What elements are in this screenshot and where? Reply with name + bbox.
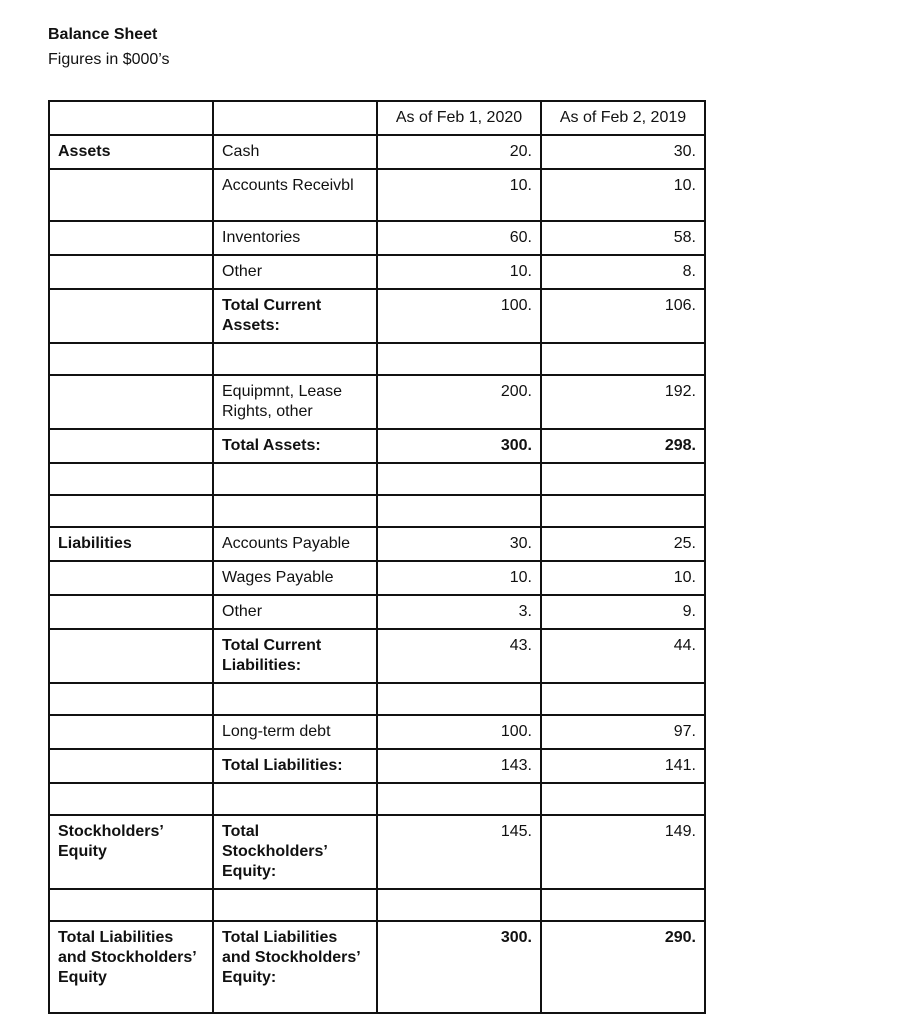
table-cell [541,889,705,921]
value-2019: 97. [541,715,705,749]
row-label: Inventories [213,221,377,255]
table-cell [213,463,377,495]
table-cell [49,169,213,221]
blank-row [49,683,705,715]
table-cell [49,255,213,289]
table-row [49,715,705,749]
value-2019: 10. [541,561,705,595]
value-2020: 20. [377,135,541,169]
document-title: Balance Sheet [48,26,158,43]
table-row [49,169,705,221]
value-2020: 10. [377,255,541,289]
table-cell [49,429,213,463]
table-cell [49,375,213,429]
table-header-row [49,101,705,135]
value-2020: 100. [377,289,541,343]
value-2020: 60. [377,221,541,255]
value-2019: 141. [541,749,705,783]
blank-row [49,343,705,375]
table-row [49,921,705,1013]
table-cell [49,683,213,715]
table-cell [49,343,213,375]
table-row [49,527,705,561]
row-label: Total Current Liabilities: [213,629,377,683]
row-label: Cash [213,135,377,169]
table-cell [377,683,541,715]
value-2019: 44. [541,629,705,683]
value-2019: 106. [541,289,705,343]
table-cell [541,495,705,527]
table-cell [541,343,705,375]
table-cell [213,683,377,715]
table-row [49,629,705,683]
value-2020: 3. [377,595,541,629]
table-row [49,375,705,429]
value-2019: 9. [541,595,705,629]
value-2019: 192. [541,375,705,429]
table-row [49,815,705,889]
value-2020: 10. [377,561,541,595]
value-2019: 290. [541,921,705,1013]
blank-row [49,495,705,527]
table-row [49,429,705,463]
table-cell [49,595,213,629]
table-cell [49,495,213,527]
value-2019: 298. [541,429,705,463]
row-label: Other [213,255,377,289]
table-cell [213,101,377,135]
value-2020: 100. [377,715,541,749]
blank-row [49,783,705,815]
table-cell [49,101,213,135]
table-cell [49,629,213,683]
row-label: Total Liabilities and Stockholders’ Equity: [213,921,377,1013]
table-cell [49,561,213,595]
table-cell [49,221,213,255]
blank-row [49,889,705,921]
table-cell [377,463,541,495]
table-row [49,135,705,169]
table-row [49,289,705,343]
table-cell [49,289,213,343]
table-cell [541,783,705,815]
section-label-assets: Assets [49,135,213,169]
row-label: Long-term debt [213,715,377,749]
section-label-liabilities: Liabilities [49,527,213,561]
table-cell [213,495,377,527]
row-label: Total Stockholders’ Equity: [213,815,377,889]
table-row [49,561,705,595]
row-label: Total Assets: [213,429,377,463]
balance-sheet-table [48,100,706,1014]
column-header-2019: As of Feb 2, 2019 [541,101,705,135]
table-row [49,255,705,289]
value-2019: 25. [541,527,705,561]
table-cell [213,783,377,815]
row-label: Equipmnt, Lease Rights, other [213,375,377,429]
value-2020: 143. [377,749,541,783]
table-row [49,749,705,783]
row-label: Total Current Assets: [213,289,377,343]
row-label: Accounts Payable [213,527,377,561]
table-cell [49,715,213,749]
table-cell [49,749,213,783]
value-2019: 8. [541,255,705,289]
row-label: Other [213,595,377,629]
table-cell [213,343,377,375]
value-2019: 30. [541,135,705,169]
row-label: Accounts Receivbl [213,169,377,221]
table-cell [377,343,541,375]
table-row [49,595,705,629]
row-label: Wages Payable [213,561,377,595]
row-label: Total Liabilities: [213,749,377,783]
table-cell [49,889,213,921]
value-2020: 145. [377,815,541,889]
value-2019: 58. [541,221,705,255]
table-cell [377,783,541,815]
section-label-equity: Stockholders’ Equity [49,815,213,889]
value-2019: 149. [541,815,705,889]
section-label-total-le: Total Liabilities and Stockholders’ Equity [49,921,213,1013]
table-cell [377,495,541,527]
table-cell [541,463,705,495]
table-row [49,221,705,255]
value-2019: 10. [541,169,705,221]
table-cell [49,463,213,495]
value-2020: 30. [377,527,541,561]
value-2020: 43. [377,629,541,683]
value-2020: 300. [377,921,541,1013]
value-2020: 200. [377,375,541,429]
table-cell [49,783,213,815]
column-header-2020: As of Feb 1, 2020 [377,101,541,135]
table-cell [213,889,377,921]
value-2020: 10. [377,169,541,221]
table-cell [377,889,541,921]
document-subtitle: Figures in $000’s [48,51,170,68]
table-cell [541,683,705,715]
value-2020: 300. [377,429,541,463]
blank-row [49,463,705,495]
